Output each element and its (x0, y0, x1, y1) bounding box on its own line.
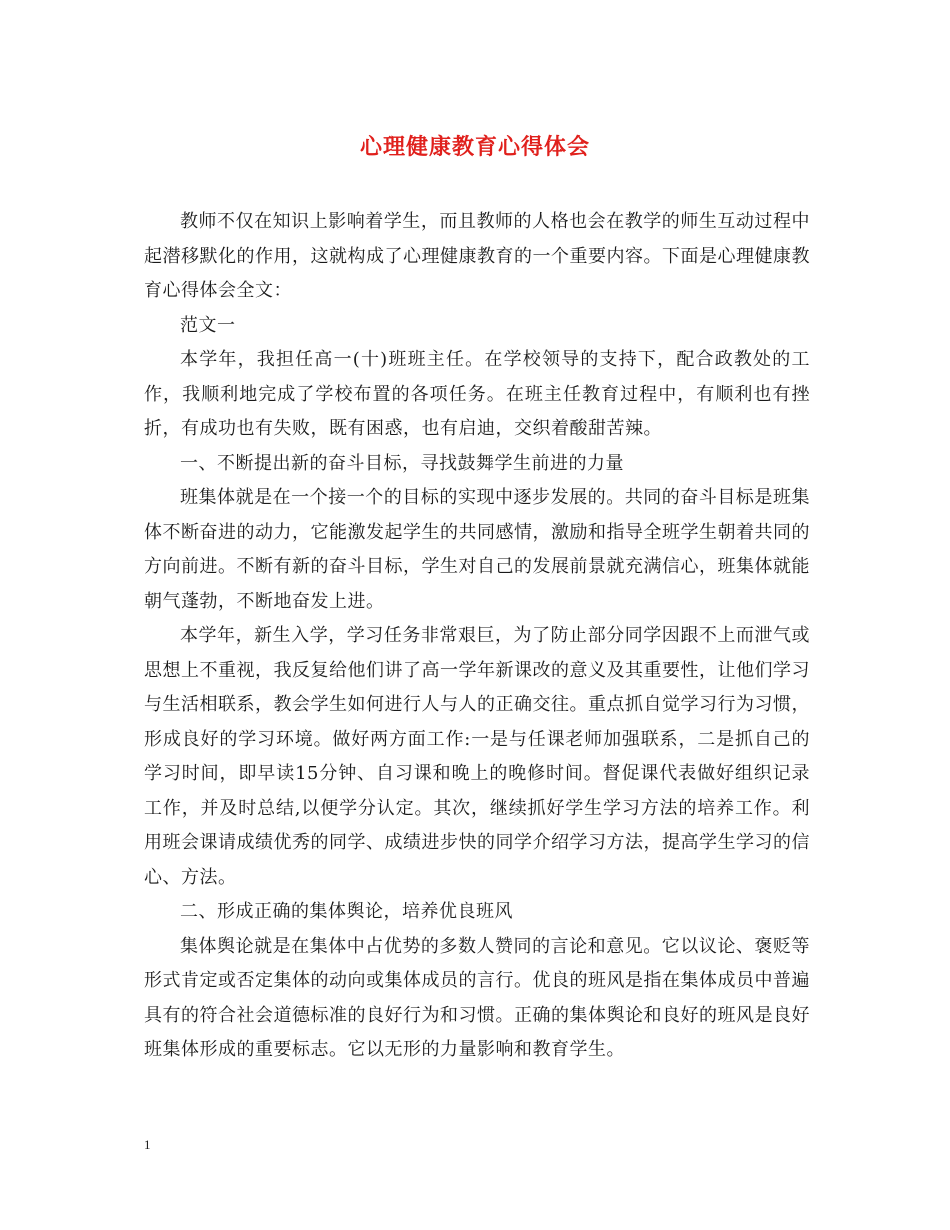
document-body (144, 205, 810, 1068)
document-title: 心理健康教育心得体会 (359, 134, 590, 160)
intro-paragraph: 教师不仅在知识上影响着学生，而且教师的人格也会在教学的师生互动过程中起潜移默化的作用，这就构成了心理健康教育的一个重要内容。下面是心理健康教育心得体会全文： (144, 211, 810, 301)
page-number: 1 (144, 1137, 151, 1152)
body-paragraph: 班集体就是在一个接一个的目标的实现中逐步发展的。共同的奋斗目标是班集体不断奋进的动力，它能激发起学生的共同感情，激励和指导全班学生朝着共同的方向前进。不断有新的奋斗目标，学生对自己的发展前景就充满信心，班集体就能朝气蓬勃，不断地奋发上进。 (144, 487, 810, 612)
body-paragraph: 本学年，我担任高一(十)班班主任。在学校领导的支持下，配合政教处的工作，我顺利地完成了学校布置的各项任务。在班主任教育过程中，有顺利也有挫折，有成功也有失败，既有困惑，也有启迪，交织着酸甜苦辣。 (144, 349, 810, 439)
section-heading-2: 二、形成正确的集体舆论，培养优良班风 (180, 901, 513, 922)
body-paragraph: 集体舆论就是在集体中占优势的多数人赞同的言论和意见。它以议论、褒贬等形式肯定或否定集体的动向或集体成员的言行。优良的班风是指在集体成员中普遍具有的符合社会道德标准的良好行为和习惯。正确的集体舆论和良好的班风是良好班集体形成的重要标志。它以无形的力量影响和教育学生。 (144, 935, 810, 1060)
body-paragraph: 本学年，新生入学，学习任务非常艰巨，为了防止部分同学因跟不上而泄气或思想上不重视，我反复给他们讲了高一学年新课改的意义及其重要性，让他们学习与生活相联系，教会学生如何进行人与人的正确交往。重点抓自觉学习行为习惯，形成良好的学习环境。做好两方面工作:一是与任课老师加强联系，二是抓自己的学习时间，即早读15分钟、自习课和晚上的晚修时间。督促课代表做好组织记录工作，并及时总结,以便学分认定。其次，继续抓好学生学习方法的培养工作。利用班会课请成绩优秀的同学、成绩进步快的同学介绍学习方法，提高学生学习的信心、方法。 (144, 625, 810, 888)
sample-heading: 范文一 (180, 314, 236, 336)
section-heading-1: 一、不断提出新的奋斗目标，寻找鼓舞学生前进的力量 (180, 452, 624, 474)
